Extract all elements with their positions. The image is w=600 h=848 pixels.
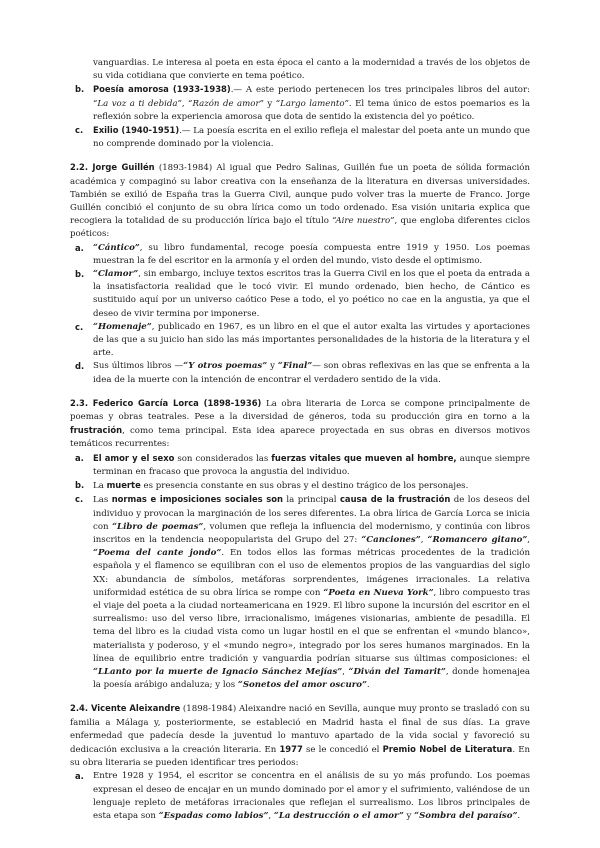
book-title: “Canciones” xyxy=(361,534,421,545)
list-marker: a. xyxy=(75,242,84,253)
paragraph-continuation: vanguardias. Le interesa al poeta en esta época el canto a la modernidad a través de los objetos de su vida cotidiana que convierte en tema poético. xyxy=(93,58,530,82)
list-marker: b. xyxy=(75,269,85,280)
document-body xyxy=(70,57,530,823)
book-title: “Romancero gitano” xyxy=(427,534,528,545)
list-marker: a. xyxy=(75,771,84,782)
book-title: “La voz a ti debida” xyxy=(93,98,182,109)
book-title: “Razón de amor” xyxy=(188,98,264,109)
list-item-b-muerte: b. La muerte es presencia constante en sus obras y el destino trágico de los personajes. xyxy=(75,480,469,492)
section-guillen: 2.2. Jorge Guillén (1893-1984) Al igual que Pedro Salinas, Guillén fue un poeta de sólida formación académica y compaginó su labor creativa con la enseñanza de la literatura en diversas universidades. También se exilió de España tras la Guerra Civil, aunque pudo volver tras la muerte de Franco. Jorge Guillén concibió el conjunto de su obra lírica como un todo ordenado. Esa visión unitaria explica que recogiera la totalidad de su producción lírica bajo el título “Aire nuestro”, que engloba diferentes ciclos poéticos: xyxy=(70,162,530,240)
book-title: “Libro de poemas” xyxy=(112,521,204,532)
list-item-c-exilio: c. Exilio (1940-1951).— La poesía escrita en el exilio refleja el malestar del poeta ante un mundo que no comprende dominado por la violencia. xyxy=(75,125,531,150)
book-title: “Y otros poemas” xyxy=(183,361,268,372)
book-title: “La destrucción o el amor” xyxy=(273,810,404,821)
period-title: Exilio (1940-1951) xyxy=(93,125,180,136)
book-title: “Espadas como labios” xyxy=(158,810,269,821)
keyword: normas e imposiciones sociales son xyxy=(111,494,283,505)
section-lorca: 2.3. Federico García Lorca (1898-1936) La obra literaria de Lorca se compone principalmente de poemas y obras teatrales. Pese a la diversidad de géneros, toda su producción gira en torno a la frustración, como tema principal. Esta idea aparece proyectada en sus obras en diversos motivos temáticos recurrentes: xyxy=(70,397,530,450)
list-marker: a. xyxy=(75,452,84,463)
keyword: El amor y el sexo xyxy=(93,452,175,463)
list-marker: c. xyxy=(75,321,84,332)
keyword: 1977 xyxy=(279,743,303,754)
book-title: “Sombra del paraíso” xyxy=(414,810,518,821)
list-marker: c. xyxy=(75,494,84,505)
keyword: frustración xyxy=(70,425,123,436)
section-aleixandre: 2.4. Vicente Aleixandre (1898-1984) Aleixandre nació en Sevilla, aunque muy pronto se trasladó con su familia a Málaga y, posteriormente, se estableció en Madrid hasta el final de sus días. La grave enfermedad que padecía desde la juventud lo mantuvo apartado de la vida social y favoreció su dedicación exclusiva a la creación literaria. En 1977 se le concedió el Premio Nobel de Literatura. En su obra literaria se pueden identificar tres periodos: xyxy=(70,703,531,769)
list-marker: c. xyxy=(75,125,84,136)
keyword: muerte xyxy=(106,480,141,491)
section-heading: 2.3. Federico García Lorca (1898-1936) xyxy=(70,397,262,408)
book-title: “Final” xyxy=(277,361,313,372)
list-item-a-amor: a. El amor y el sexo son considerados las fuerzas vitales que mueven al hombre, aunque siempre terminan en fracaso que provoca la angustia del individuo. xyxy=(75,452,530,477)
book-title: “Sonetos del amor oscuro” xyxy=(237,680,367,691)
list-item-c-homenaje: c. “Homenaje”, publicado en 1967, es un libro en el que el autor exalta las virtudes y aportaciones de las que a su juicio han sido las más importantes personalidades de la historia de la literatura y el arte. xyxy=(75,321,530,359)
list-item-a-periodo1: a. Entre 1928 y 1954, el escritor se concentra en el análisis de su yo más profundo. Los poemas expresan el deseo de encajar en un mundo dominado por el amor y el sufrimiento, valiéndose de un lenguaje repleto de metáforas irracionales que reflejan el surrealismo. Los libros principales de esta etapa son “Espadas como labios”, “La destrucción o el amor” y “Sombra del paraíso”. xyxy=(75,771,530,821)
book-title: “Aire nuestro” xyxy=(332,216,395,227)
list-item-c-normas: c. Las normas e imposiciones sociales son la principal causa de la frustración de los deseos del individuo y provocan la marginación de los seres diferentes. La obra lírica de García Lorca se inicia con “Libro de poemas”, volumen que refleja la influencia del modernismo, y continúa con libros inscritos en la tendencia neopopularista del Grupo del 27: “Canciones”, “Romancero gitano”, “Poema del cante jondo”. En todos ellos las formas métricas procedentes de la tradición española y el flamenco se equilibran con el uso de elementos propios de las vanguardias del siglo XX: abundancia de símbolos, metáforas sorprendentes, imágenes irracionales. La relativa uniformidad estética de su obra lírica se rompe con “Poeta en Nueva York”, libro compuesto tras el viaje del poeta a la ciudad norteamericana en 1929. El libro supone la incursión del escritor en el surrealismo: uso del verso libre, irracionalismo, imágenes visionarias, ambiente de pesadilla. El tema del libro es la ciudad vista como un lugar hostil en el que se enfrentan el «mundo blanco», materialista y poderoso, y el «mundo negro», integrado por los seres humanos marginados. En la línea de equilibrio entre tradición y vanguardia podrían situarse sus últimas composiciones: el “LLanto por la muerte de Ignacio Sánchez Mejías”, “Diván del Tamarit”, donde homenajea la poesía arábigo andaluza; y los “Sonetos del amor oscuro”. xyxy=(75,494,531,691)
book-title: “Homenaje” xyxy=(93,321,152,332)
list-marker: b. xyxy=(75,84,85,95)
book-title: “Diván del Tamarit” xyxy=(348,666,446,677)
keyword: Premio Nobel de Literatura xyxy=(382,743,513,754)
book-title: “Poeta en Nueva York” xyxy=(323,587,434,598)
section-heading: 2.4. Vicente Aleixandre xyxy=(70,703,181,714)
book-title: “Cántico” xyxy=(93,242,140,253)
keyword: fuerzas vitales que mueven al hombre, xyxy=(271,452,457,463)
keyword: causa de la frustración xyxy=(339,494,451,505)
book-title: “Poema del cante jondo” xyxy=(93,548,222,559)
section-heading: 2.2. Jorge Guillén xyxy=(70,162,155,173)
list-marker: d. xyxy=(75,361,85,372)
book-title: “Largo lamento” xyxy=(275,98,349,109)
book-title: “Clamor” xyxy=(93,269,139,280)
list-marker: b. xyxy=(75,480,85,491)
list-item-d-ultimos: d. Sus últimos libros —“Y otros poemas” y “Final”— son obras reflexivas en las que se enfrenta a la idea de la muerte con la intención de encontrar el verdadero sentido de la vida. xyxy=(75,361,530,385)
period-title: Poesía amorosa (1933-1938) xyxy=(93,84,231,95)
list-item-b-clamor: b. “Clamor”, sin embargo, incluye textos escritos tras la Guerra Civil en los que el poeta da entrada a la insatisfactoria realidad que le tocó vivir. El mundo ordenado, bien hecho, de Cántico es sustituido aquí por un universo caótico Pese a todo, el yo poético no cae en la angustia, ya que el deseo de vivir termina por imponerse. xyxy=(75,269,530,319)
list-item-b-amorosa: b. Poesía amorosa (1933-1938).— A este periodo pertenecen los tres principales libros del autor: “La voz a ti debida”, “Razón de amor” y “Largo lamento”. El tema único de estos poemarios es la reflexión sobre la experiencia amorosa que dota de sentido la existencia del yo poético. xyxy=(75,84,530,122)
book-title: “LLanto por la muerte de Ignacio Sánchez Mejías” xyxy=(93,666,343,677)
list-item-a-cantico: a. “Cántico”, su libro fundamental, recoge poesía compuesta entre 1919 y 1950. Los poemas muestran la fe del escritor en la armonía y el orden del mundo, visto desde el optimismo. xyxy=(75,242,530,266)
